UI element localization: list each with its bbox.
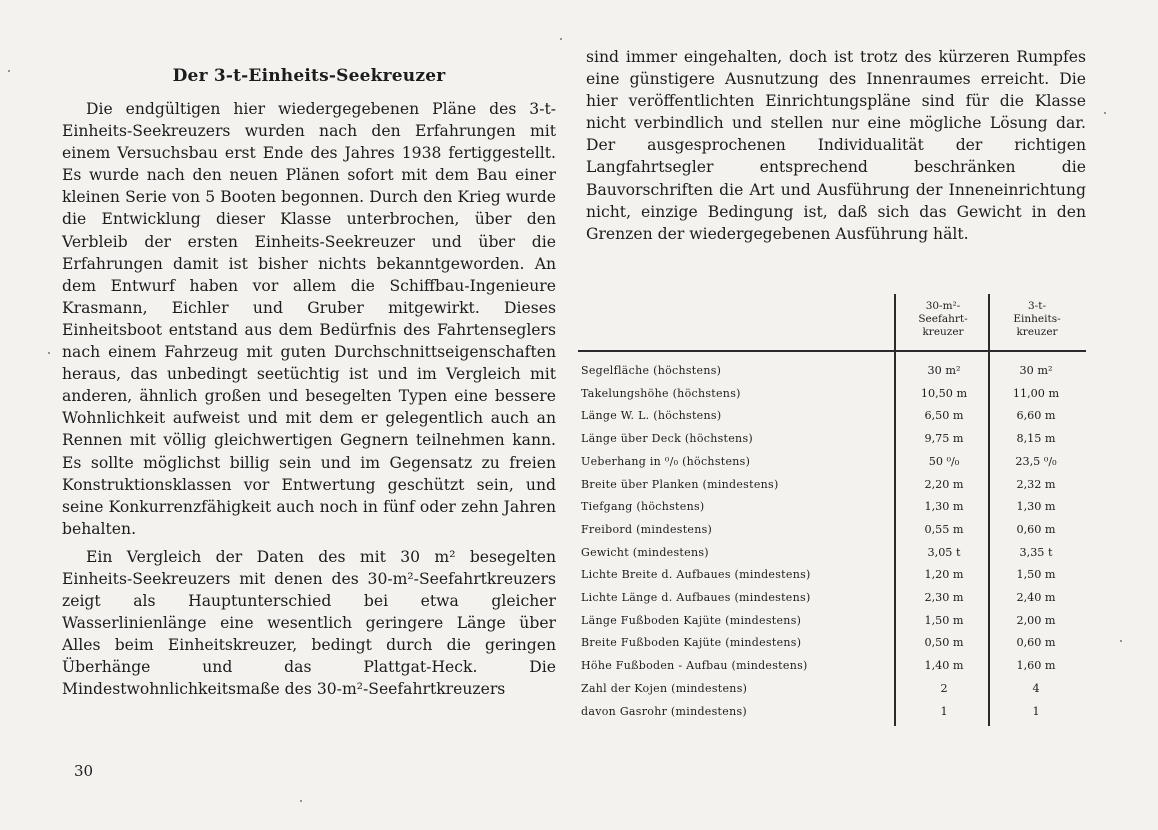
value-seefahrtkreuzer: 3,05 t bbox=[927, 545, 961, 559]
value-einheitskreuzer: 1,30 m bbox=[1016, 500, 1056, 514]
row-label: Länge W. L. (höchstens) bbox=[581, 409, 722, 423]
value-seefahrtkreuzer: 9,75 m bbox=[924, 432, 964, 446]
table-row bbox=[578, 682, 1086, 704]
table-row bbox=[578, 636, 1086, 658]
value-seefahrtkreuzer: 1,40 m bbox=[924, 659, 964, 673]
row-label: Lichte Länge d. Aufbaues (mindestens) bbox=[581, 591, 811, 604]
value-einheitskreuzer: 0,60 m bbox=[1016, 522, 1056, 536]
value-seefahrtkreuzer: 50 ⁰/₀ bbox=[928, 454, 960, 468]
header-line: kreuzer bbox=[1016, 326, 1058, 338]
header-line: kreuzer bbox=[922, 326, 964, 338]
row-label: Länge über Deck (höchstens) bbox=[581, 432, 753, 446]
value-seefahrtkreuzer: 10,50 m bbox=[920, 386, 968, 400]
table-header-seefahrtkreuzer bbox=[900, 300, 986, 339]
value-seefahrtkreuzer: 0,55 m bbox=[924, 522, 964, 536]
paragraph-intro: Die endgültigen hier wiedergegebenen Pläne des 3-t-Einheits-Seekreuzers wurden nach den Erfahrungen mit einem Versuchsbau erst Ende des Jahres 1938 fertiggestellt. Es wurde nach den neuen Plänen sofort mit dem Bau einer kleinen Serie von 5 Booten begonnen. Durch den Krieg wurde die Entwicklung dieser Klasse unterbrochen, über den Verbleib der ersten Einheits-Seekreuzer und über die Erfahrungen damit ist bisher nichts bekanntgeworden. An dem Entwurf haben vor allem die Schiffbau-Ingenieure Krasmann, Eichler und Gruber mitgewirkt. Dieses Einheitsboot entstand aus dem Bedürfnis des Fahrtenseglers nach einem Fahrzeug mit guten Durchschnittseigenschaften heraus, das unbedingt seetüchtig ist und im Vergleich mit anderen, ähnlich großen und besegelten Typen eine bessere Wohnlichkeit aufweist und mit dem er gelegentlich auch an Rennen mit völlig gleichwertigen Gegnern teilnehmen kann. Es sollte möglichst billig sein und im Gegensatz zu freien Konstruktionsklassen vor Entwertung geschützt sein, und seine Konkurrenzfähigkeit auch noch in fünf oder zehn Jahren behalten. bbox=[62, 100, 556, 538]
row-label: Takelungshöhe (höchstens) bbox=[581, 386, 741, 400]
row-label: Höhe Fußboden - Aufbau (mindestens) bbox=[581, 659, 808, 673]
table-row bbox=[578, 614, 1086, 636]
paper-speck bbox=[8, 70, 10, 72]
value-seefahrtkreuzer: 6,50 m bbox=[924, 409, 964, 423]
value-einheitskreuzer: 8,15 m bbox=[1016, 432, 1056, 446]
value-seefahrtkreuzer: 0,50 m bbox=[924, 636, 964, 650]
header-line: 30-m²- bbox=[925, 300, 961, 312]
left-page bbox=[62, 66, 556, 701]
table-header-einheitskreuzer bbox=[994, 300, 1080, 339]
row-label: Zahl der Kojen (mindestens) bbox=[581, 681, 748, 695]
value-einheitskreuzer: 6,60 m bbox=[1016, 409, 1056, 423]
table-row bbox=[578, 523, 1086, 545]
header-line: Seefahrt- bbox=[918, 313, 968, 325]
value-seefahrtkreuzer: 1,20 m bbox=[924, 568, 964, 582]
value-einheitskreuzer: 2,40 m bbox=[1016, 591, 1056, 604]
row-label: Breite Fußboden Kajüte (mindestens) bbox=[581, 636, 802, 650]
paper-speck bbox=[1120, 640, 1122, 642]
row-label: Ueberhang in ⁰/₀ (höchstens) bbox=[581, 454, 751, 468]
paper-speck bbox=[1104, 112, 1106, 114]
paper-speck bbox=[560, 38, 562, 40]
row-label: Gewicht (mindestens) bbox=[581, 545, 709, 559]
table-row bbox=[578, 409, 1086, 431]
value-einheitskreuzer: 1,60 m bbox=[1016, 659, 1056, 673]
value-einheitskreuzer: 3,35 t bbox=[1019, 545, 1053, 559]
value-einheitskreuzer: 4 bbox=[1032, 681, 1040, 695]
paragraph-comparison: Ein Vergleich der Daten des mit 30 m² besegelten Einheits-Seekreuzers mit denen des 30-m²-Seefahrtkreuzers zeigt als Hauptunterschied bei etwa gleicher Wasserlinienlänge eine wesentlich geringere Länge über Alles beim Einheitskreuzer, bedingt durch die geringen Überhänge und das Plattgat-Heck. Die Mindestwohnlichkeitsmaße des 30-m²-Seefahrtkreuzers bbox=[62, 547, 556, 699]
table-row bbox=[578, 364, 1086, 386]
table-row bbox=[578, 546, 1086, 568]
value-seefahrtkreuzer: 2,20 m bbox=[924, 477, 964, 491]
value-einheitskreuzer: 2,32 m bbox=[1016, 477, 1056, 491]
value-seefahrtkreuzer: 2 bbox=[940, 681, 948, 695]
value-seefahrtkreuzer: 1,50 m bbox=[924, 613, 964, 627]
table-row bbox=[578, 387, 1086, 409]
value-seefahrtkreuzer: 2,30 m bbox=[924, 591, 964, 604]
header-line: Einheits- bbox=[1013, 313, 1061, 325]
paragraph-continued: sind immer eingehalten, doch ist trotz des kürzeren Rumpfes eine günstigere Ausnutzung des Innenraumes erreicht. Die hier veröffentlichten Einrichtungspläne sind für die Klasse nicht verbindlich und stellen nur eine mögliche Lösung dar. Der ausgesprochenen Individualität der richtigen Langfahrtsegler entsprechend beschränken die Bauvorschriften die Art und Ausführung der Inneneinrichtung nicht, einzige Bedingung ist, daß sich das Gewicht in den Grenzen der wiedergegebenen Ausführung hält. bbox=[586, 48, 1086, 243]
table-row bbox=[578, 659, 1086, 681]
table-row bbox=[578, 500, 1086, 522]
value-einheitskreuzer: 0,60 m bbox=[1016, 636, 1056, 650]
right-page bbox=[586, 46, 1086, 245]
table-row bbox=[578, 568, 1086, 590]
value-seefahrtkreuzer: 1,30 m bbox=[924, 500, 964, 514]
row-label: Freibord (mindestens) bbox=[581, 522, 713, 536]
value-einheitskreuzer: 23,5 ⁰/₀ bbox=[1015, 454, 1057, 468]
row-label: Länge Fußboden Kajüte (mindestens) bbox=[581, 613, 802, 627]
value-einheitskreuzer: 11,00 m bbox=[1012, 386, 1060, 400]
value-einheitskreuzer: 1 bbox=[1032, 704, 1040, 718]
table-row bbox=[578, 455, 1086, 477]
value-einheitskreuzer: 1,50 m bbox=[1016, 568, 1056, 582]
row-label: Segelfläche (höchstens) bbox=[581, 364, 722, 377]
table-header-rule bbox=[578, 350, 1086, 352]
value-einheitskreuzer: 2,00 m bbox=[1016, 613, 1056, 627]
table-row bbox=[578, 705, 1086, 727]
table-row bbox=[578, 478, 1086, 500]
row-label: Breite über Planken (mindestens) bbox=[581, 477, 779, 491]
paper-speck bbox=[48, 352, 50, 354]
spec-table bbox=[578, 294, 1086, 726]
row-label: davon Gasrohr (mindestens) bbox=[581, 704, 747, 718]
value-seefahrtkreuzer: 30 m² bbox=[927, 364, 961, 377]
table-row bbox=[578, 432, 1086, 454]
row-label: Tiefgang (höchstens) bbox=[581, 500, 705, 514]
header-line: 3-t- bbox=[1028, 300, 1046, 312]
page-number: 30 bbox=[74, 762, 94, 780]
paper-speck bbox=[300, 800, 302, 802]
row-label: Lichte Breite d. Aufbaues (mindestens) bbox=[581, 568, 811, 582]
value-seefahrtkreuzer: 1 bbox=[940, 704, 948, 718]
article-heading: Der 3-t-Einheits-Seekreuzer bbox=[172, 66, 446, 86]
table-row bbox=[578, 591, 1086, 613]
value-einheitskreuzer: 30 m² bbox=[1019, 364, 1053, 377]
